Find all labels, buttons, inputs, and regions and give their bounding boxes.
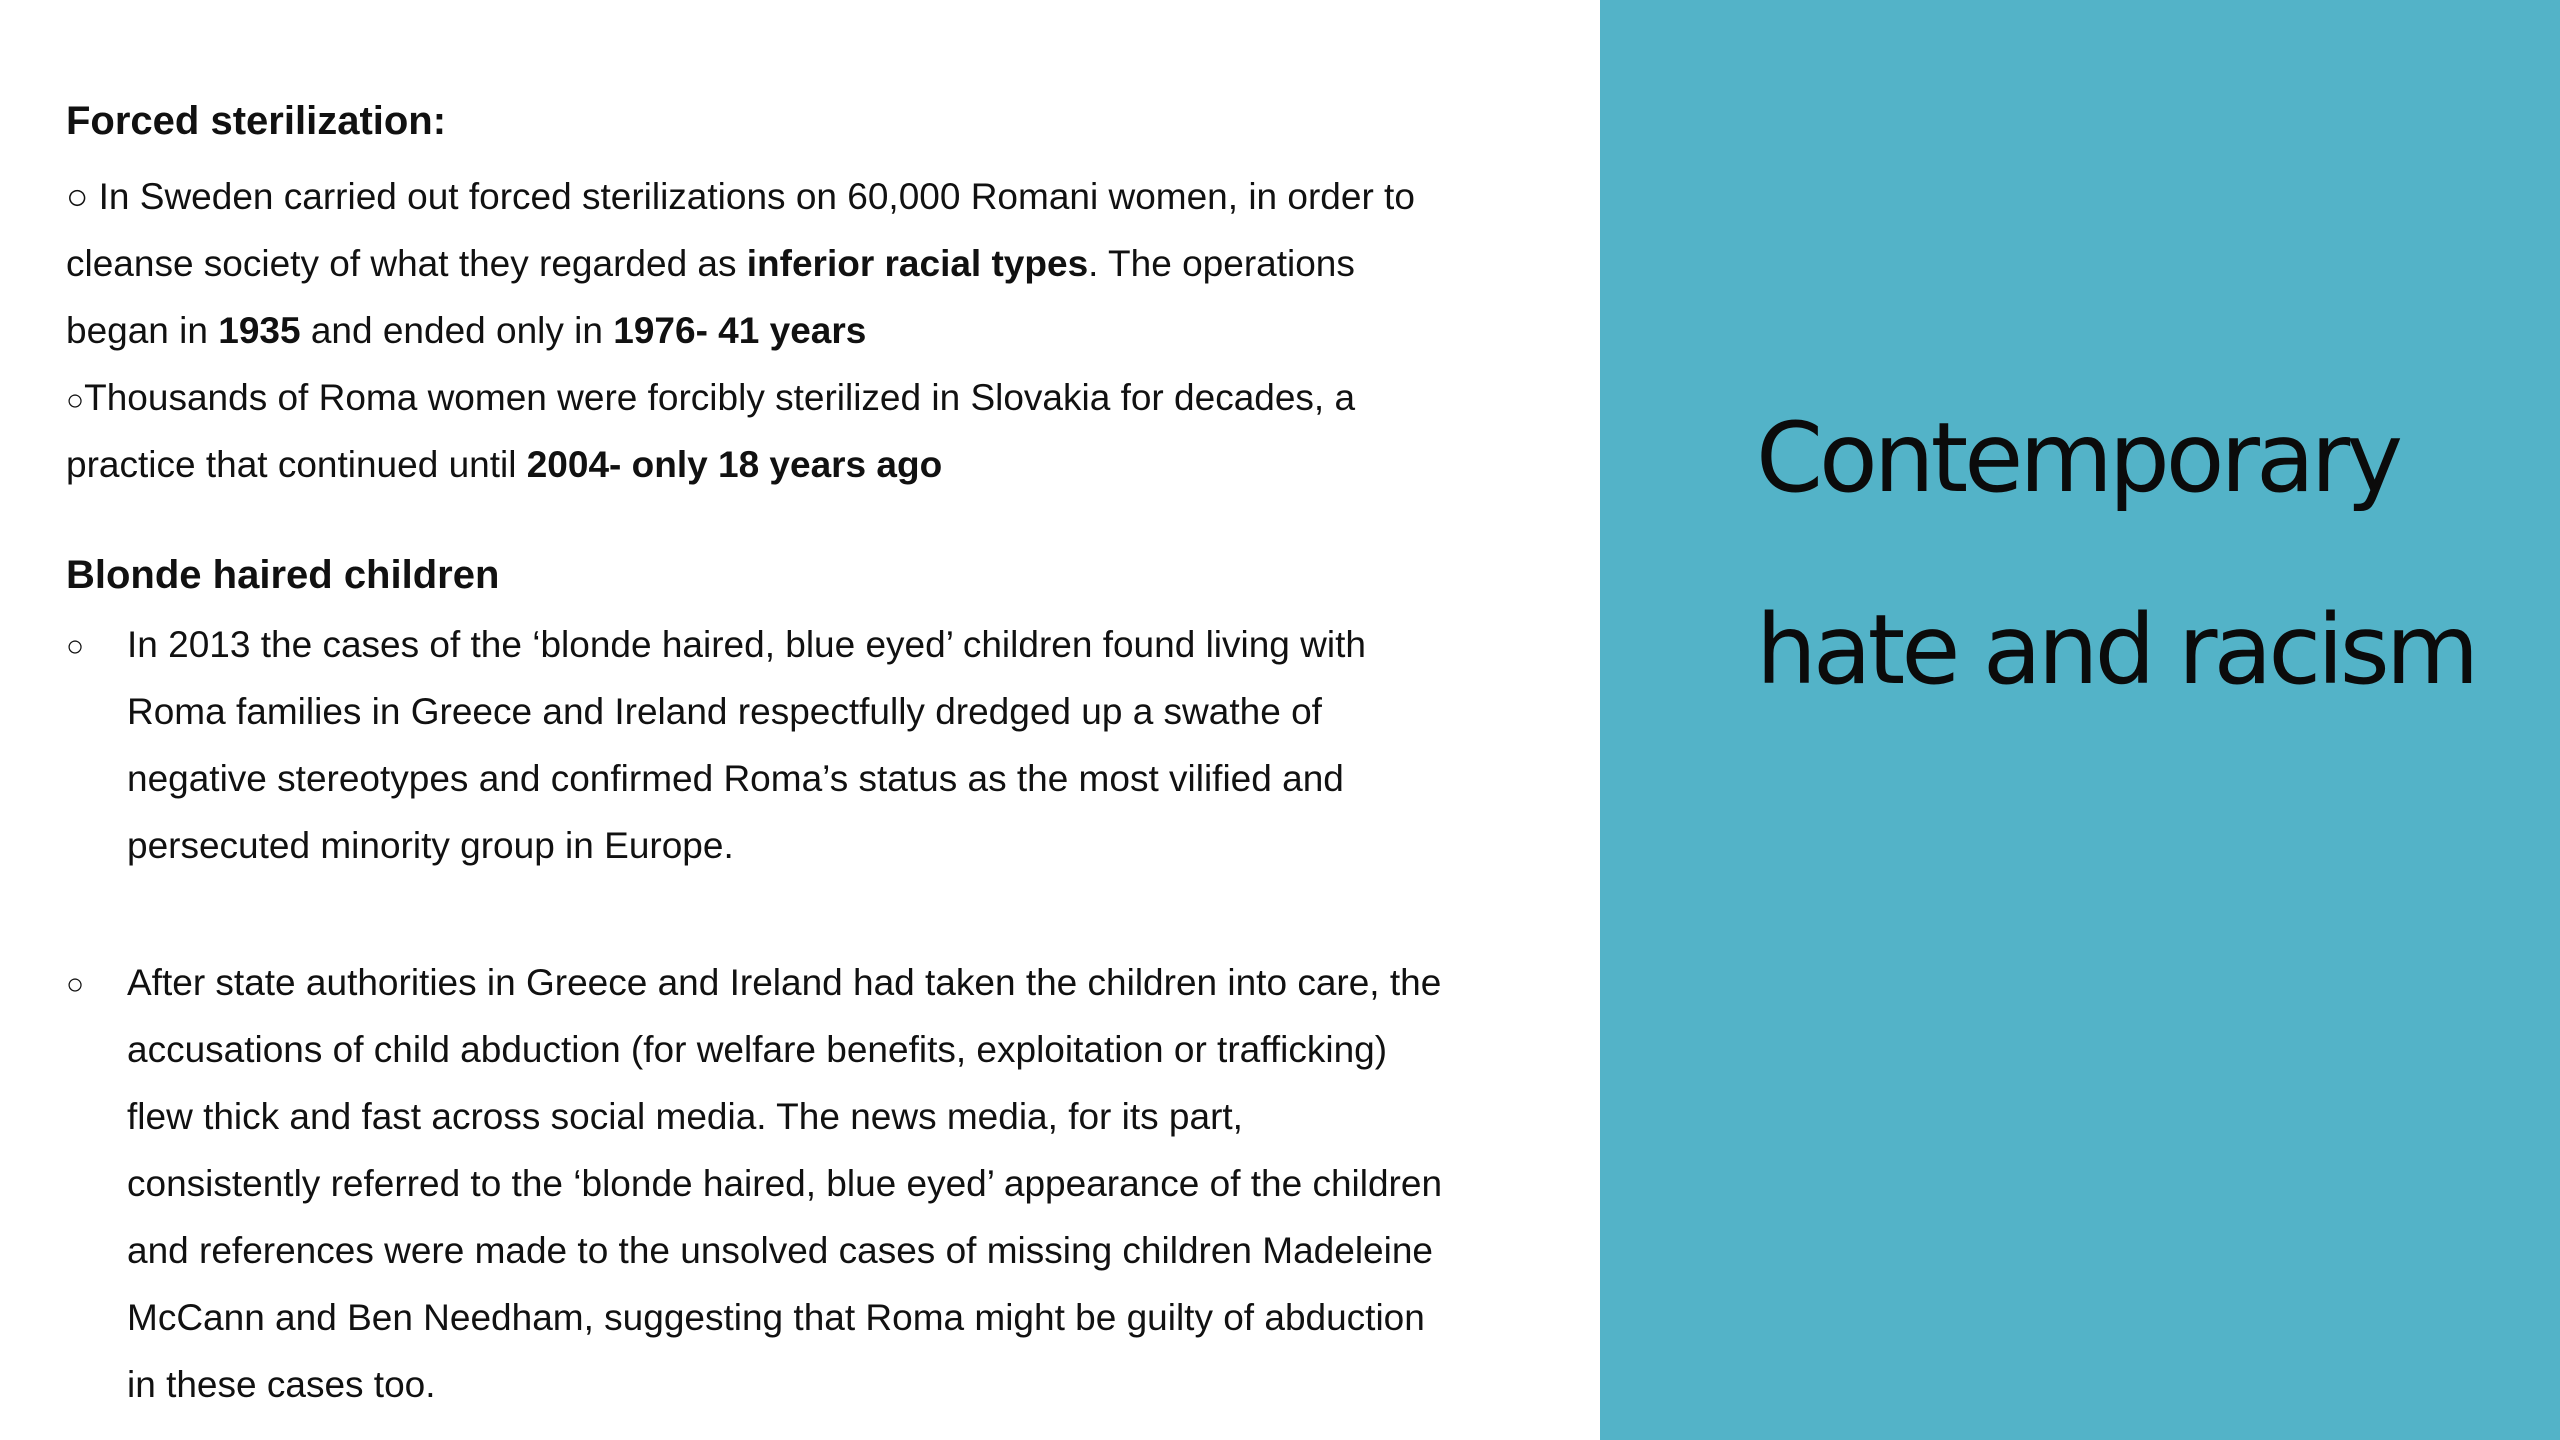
blonde-bullet-1-line-3: negative stereotypes and confirmed Roma’s status as the most vilified and <box>127 758 1344 799</box>
blonde-bullet-2-line-2: accusations of child abduction (for welfare benefits, exploitation or trafficking) <box>127 1029 1388 1070</box>
text-run: began in <box>66 310 219 351</box>
sterilization-paragraph-1-line-1 <box>66 172 1415 222</box>
blonde-bullet-1-line-2: Roma families in Greece and Ireland respectfully dredged up a swathe of <box>127 691 1322 732</box>
bold-text-run: 1935 <box>218 310 301 351</box>
sterilization-paragraph-1-line-2 <box>66 239 1355 289</box>
sterilization-paragraph-2-line-2 <box>66 440 942 490</box>
blonde-bullet-2-line-6: McCann and Ben Needham, suggesting that Roma might be guilty of abduction <box>127 1297 1425 1338</box>
sterilization-paragraph-1-line-3 <box>66 306 866 356</box>
text-run: and ended only in <box>300 310 614 351</box>
text-run: practice that continued until <box>66 444 527 485</box>
blonde-bullet-2-line-1: After state authorities in Greece and Ireland had taken the children into care, the <box>127 962 1442 1003</box>
bold-text-run: inferior racial types <box>746 243 1089 284</box>
bullet-marker: ○ <box>66 630 85 663</box>
blonde-bullet-2-line-4: consistently referred to the ‘blonde haired, blue eyed’ appearance of the children <box>127 1163 1443 1204</box>
text-run: cleanse society of what they regarded as <box>66 243 747 284</box>
blonde-bullet-2-line-5: and references were made to the unsolved cases of missing children Madeleine <box>127 1230 1434 1271</box>
sterilization-paragraph-2-line-1 <box>66 373 1355 426</box>
bold-text-run: 1976- 41 years <box>613 310 867 351</box>
slide-title-line-1: Contemporary <box>1756 402 2400 514</box>
slide-title-line-2: hate and racism <box>1756 594 2476 706</box>
bullet-marker: ○ <box>66 384 85 417</box>
text-run: . The operations <box>1088 243 1355 284</box>
line-text: Thousands of Roma women were forcibly sterilized in Slovakia for decades, a <box>84 377 1356 418</box>
blonde-bullet-2-line-7: in these cases too. <box>127 1364 436 1405</box>
blonde-bullet-2-line-3: flew thick and fast across social media. The news media, for its part, <box>127 1096 1243 1137</box>
bold-text-run: 2004- only 18 years ago <box>526 444 943 485</box>
blonde-bullet-1-line-1: In 2013 the cases of the ‘blonde haired, blue eyed’ children found living with <box>127 624 1366 665</box>
forced-sterilization-heading: Forced sterilization: <box>66 99 447 143</box>
bullet-marker: ○ <box>66 968 85 1001</box>
blonde-haired-children-heading: Blonde haired children <box>66 553 500 597</box>
blonde-bullet-1-line-4: persecuted minority group in Europe. <box>127 825 734 866</box>
bullet-marker: ○ <box>66 176 89 217</box>
line-text: In Sweden carried out forced sterilizations on 60,000 Romani women, in order to <box>98 176 1415 217</box>
title-panel <box>1600 0 2560 1440</box>
